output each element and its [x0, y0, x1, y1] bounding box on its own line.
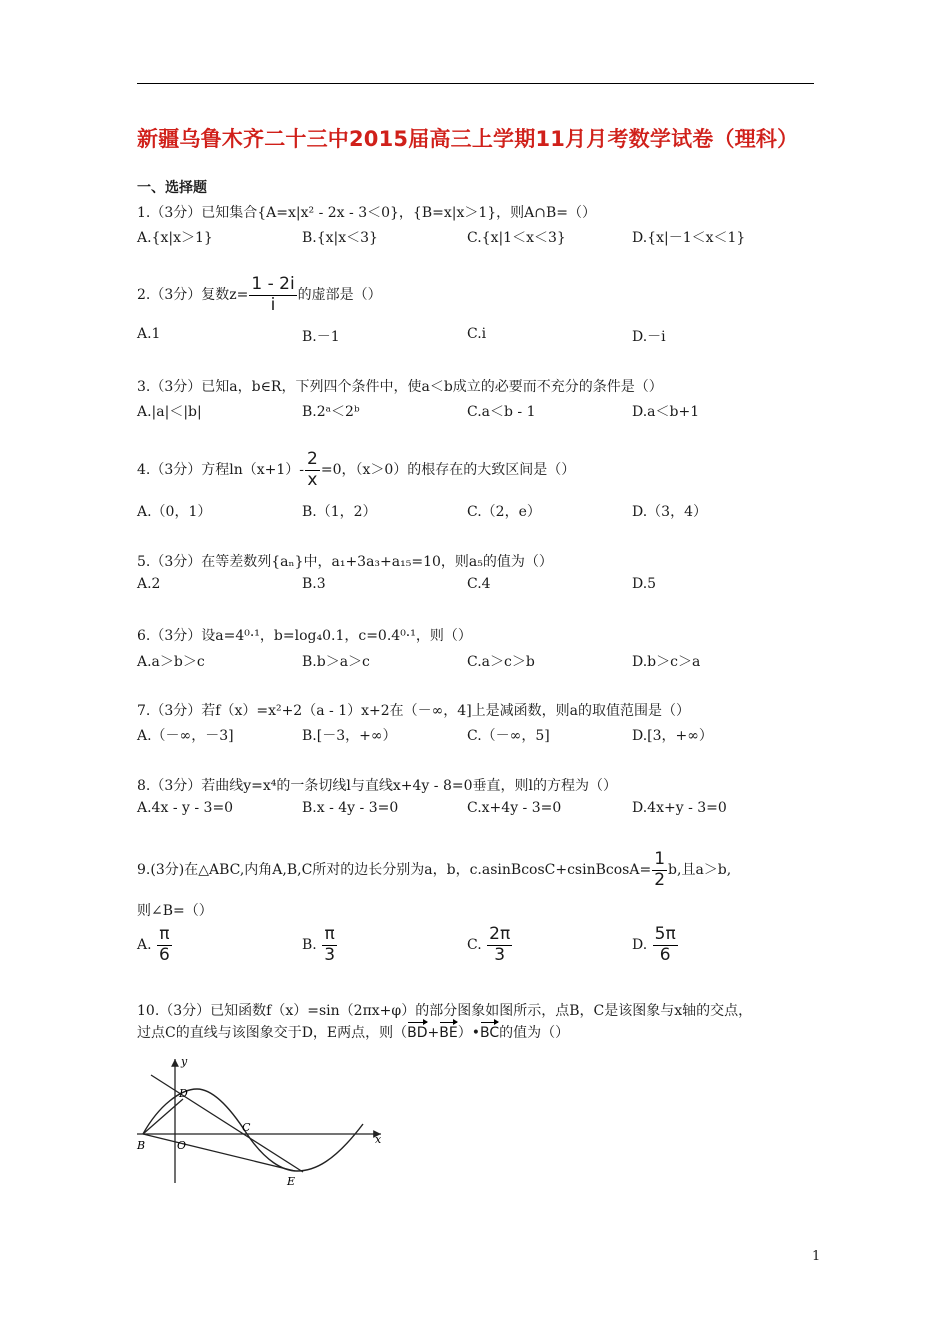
- q6-option-a: A.a＞b＞c: [137, 654, 205, 670]
- q9-option-b-fraction: [322, 925, 337, 965]
- q9-d-numerator: 5π: [654, 924, 676, 944]
- q2-stem-post: 的虚部是（）: [297, 287, 382, 304]
- q9-option-a: [137, 925, 173, 965]
- header-rule: [137, 83, 814, 84]
- q9-option-d-label: D.: [632, 937, 648, 954]
- q2-fraction-denominator: i: [270, 294, 276, 315]
- q9-b-denominator: 3: [324, 944, 336, 965]
- q9-option-b-label: B.: [302, 937, 317, 954]
- q9-option-c: [467, 925, 513, 965]
- question-8-stem: 8.（3分）若曲线y=x⁴的一条切线l与直线x+4y - 8=0垂直，则l的方程为（）: [137, 778, 617, 794]
- y-axis-label: y: [181, 1055, 188, 1068]
- q9-option-a-label: A.: [137, 937, 152, 954]
- q10-line2-pre: 过点C的直线与该图象交于D，E两点，则（: [137, 1025, 408, 1041]
- q6-option-c: C.a＞c＞b: [467, 654, 535, 670]
- q1-option-b: B.{x|x＜3}: [302, 230, 378, 246]
- q6-option-b: B.b＞a＞c: [302, 654, 370, 670]
- origin-label: O: [177, 1139, 187, 1152]
- question-9-stem-line2: 则∠B=（）: [137, 903, 213, 919]
- q3-option-a: A.|a|＜|b|: [137, 404, 202, 420]
- q8-option-b: B.x - 4y - 3=0: [302, 800, 399, 816]
- point-d-label: D: [179, 1087, 188, 1100]
- q4-option-a: A.（0，1）: [137, 504, 212, 520]
- q3-option-d: D.a＜b+1: [632, 404, 700, 420]
- question-2-stem: [137, 275, 382, 315]
- q2-stem-pre: 2.（3分）复数z=: [137, 287, 249, 304]
- q9-option-b: [302, 925, 338, 965]
- page-title: 新疆乌鲁木齐二十三中2015届高三上学期11月月考数学试卷（理科）: [137, 127, 799, 151]
- q4-option-d: D.（3，4）: [632, 504, 707, 520]
- q9-stem-post: b,且a＞b,: [668, 862, 732, 879]
- vector-be: BE: [439, 1021, 457, 1041]
- question-3-stem: 3.（3分）已知a，b∈R，下列四个条件中，使a＜b成立的必要而不充分的条件是（）: [137, 379, 663, 395]
- q8-option-a: A.4x - y - 3=0: [137, 800, 234, 816]
- q1-option-d: D.{x|－1＜x＜1}: [632, 230, 746, 246]
- q5-option-c: C.4: [467, 576, 491, 592]
- sine-curve: [143, 1089, 363, 1171]
- q7-option-b: B.[－3，+∞）: [302, 728, 397, 744]
- q4-stem-post: =0，（x＞0）的根存在的大致区间是（）: [320, 462, 576, 479]
- question-10-stem-line1: 10.（3分）已知函数f（x）=sin（2πx+φ）的部分图象如图所示，点B，C是该图象与x轴的交点，: [137, 1003, 753, 1019]
- q9-b-numerator: π: [324, 924, 335, 944]
- q9-a-numerator: π: [159, 924, 170, 944]
- line-through-c: [151, 1075, 303, 1172]
- vector-bc: BC: [480, 1021, 499, 1041]
- q5-option-d: D.5: [632, 576, 657, 592]
- q9-d-denominator: 6: [659, 944, 671, 965]
- q9-c-numerator: 2π: [489, 924, 511, 944]
- x-axis-label: x: [375, 1133, 382, 1146]
- q10-line2-post: 的值为（）: [499, 1025, 570, 1041]
- q9-option-c-fraction: [487, 925, 512, 965]
- q3-option-b: B.2ᵃ＜2ᵇ: [302, 404, 360, 420]
- segment-bd: [143, 1099, 183, 1134]
- q2-fraction: [249, 275, 296, 315]
- q4-fraction-denominator: x: [307, 469, 318, 490]
- q2-option-c: C.i: [467, 326, 487, 342]
- page-number: 1: [812, 1249, 821, 1264]
- vector-bd: BD: [407, 1021, 427, 1041]
- question-5-stem: 5.（3分）在等差数列{aₙ}中，a₁+3a₃+a₁₅=10，则a₅的值为（）: [137, 554, 553, 570]
- q4-option-b: B.（1，2）: [302, 504, 377, 520]
- q9-c-denominator: 3: [494, 944, 506, 965]
- point-b-label: B: [137, 1139, 146, 1152]
- section-heading: 一、选择题: [137, 180, 207, 196]
- q2-option-d: D.－i: [632, 329, 666, 345]
- q9-option-a-fraction: [157, 925, 172, 965]
- q9-fraction-denominator: 2: [654, 869, 666, 890]
- q9-fraction: [652, 850, 667, 890]
- q9-option-d-fraction: [653, 925, 678, 965]
- question-9-stem: [137, 850, 731, 890]
- question-4-stem: [137, 450, 575, 490]
- question-6-stem: 6.（3分）设a=4⁰·¹，b=log₄0.1，c=0.4⁰·¹，则（）: [137, 628, 472, 644]
- point-e-label: E: [287, 1175, 296, 1188]
- q1-option-c: C.{x|1＜x＜3}: [467, 230, 566, 246]
- q9-fraction-numerator: 1: [654, 849, 666, 869]
- q4-fraction: [305, 450, 320, 490]
- q6-option-d: D.b＞c＞a: [632, 654, 701, 670]
- point-c-label: C: [242, 1121, 251, 1134]
- q4-option-c: C.（2，e）: [467, 504, 541, 520]
- q3-option-c: C.a＜b - 1: [467, 404, 536, 420]
- q9-option-d: [632, 925, 679, 965]
- q4-fraction-numerator: 2: [307, 449, 318, 469]
- q2-fraction-numerator: 1 - 2i: [251, 274, 295, 294]
- q9-a-denominator: 6: [159, 944, 170, 965]
- q1-option-a: A.{x|x＞1}: [137, 230, 213, 246]
- question-1-stem: 1.（3分）已知集合{A=x|x² - 2x - 3＜0}，{B=x|x＞1}，则A∩B=（）: [137, 205, 597, 221]
- question-7-stem: 7.（3分）若f（x）=x²+2（a - 1）x+2在（－∞，4]上是减函数，则a的取值范围是（）: [137, 703, 691, 719]
- q7-option-a: A.（－∞，－3]: [137, 728, 234, 744]
- q2-option-b: B.－1: [302, 329, 340, 345]
- question-10-stem-line2: [137, 1021, 569, 1042]
- q5-option-a: A.2: [137, 576, 161, 592]
- q10-plus: +: [427, 1025, 440, 1041]
- q8-option-c: C.x+4y - 3=0: [467, 800, 562, 816]
- q7-option-c: C.（－∞，5]: [467, 728, 550, 744]
- q7-option-d: D.[3，+∞）: [632, 728, 713, 744]
- q10-mid: ）•: [457, 1025, 480, 1041]
- q10-sine-figure: [135, 1053, 385, 1188]
- q5-option-b: B.3: [302, 576, 326, 592]
- q9-option-c-label: C.: [467, 937, 482, 954]
- q2-option-a: A.1: [137, 326, 161, 342]
- q4-stem-pre: 4.（3分）方程ln（x+1）-: [137, 462, 305, 479]
- q9-stem-pre: 9.(3分)在△ABC,内角A,B,C所对的边长分别为a，b，c.asinBcosC+csinBcosA=: [137, 862, 652, 879]
- q8-option-d: D.4x+y - 3=0: [632, 800, 727, 816]
